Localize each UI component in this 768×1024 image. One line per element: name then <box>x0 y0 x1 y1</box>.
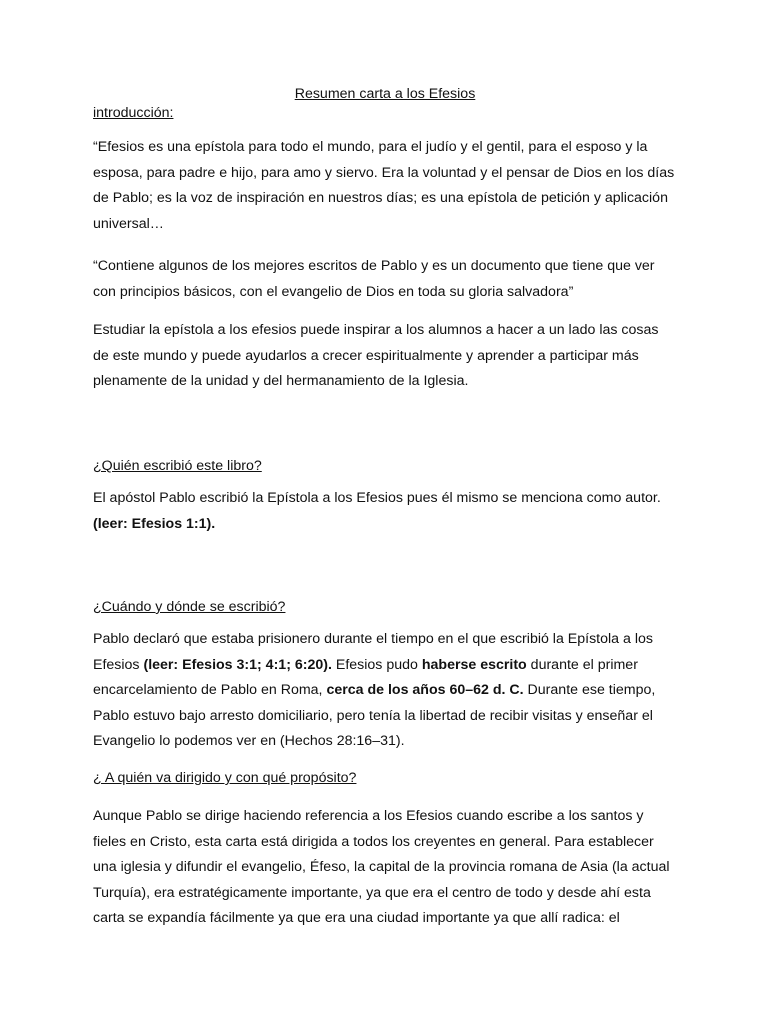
intro-paragraph-1: “Efesios es una epístola para todo el mundo, para el judío y el gentil, para el esposo y la esposa, para padre e hijo, para amo y siervo. Era la voluntad y el pensar de Dios en los días de Pablo; es la voz de inspiración en nuestros días; es una epístola de petición y aplicación universal… <box>93 139 675 232</box>
author-reference: (leer: Efesios 1:1). <box>93 515 216 532</box>
intro-paragraph-3: Estudiar la epístola a los efesios puede inspirar a los alumnos a hacer a un lado las cosas de este mundo y puede ayudarlos a crecer espiritualmente y aprender a participar más plenamente de la unidad y del hermanamiento de la Iglesia. <box>93 322 659 389</box>
section-heading-author: ¿Quién escribió este libro? <box>93 458 262 474</box>
section-heading-audience-purpose: ¿ A quién va dirigido y con qué propósito? <box>93 770 357 786</box>
section-heading-when-where: ¿Cuándo y dónde se escribió? <box>93 599 286 615</box>
when-where-emphasis-date: cerca de los años 60–62 d. C. <box>326 682 524 698</box>
when-where-text-1: Pablo declaró que estaba prisionero durante el tiempo en el que escribió la Epístola a los Efesios <box>93 631 653 673</box>
when-where-emphasis-written: haberse escrito <box>421 656 527 673</box>
when-where-paragraph <box>93 627 677 755</box>
document-title: Resumen carta a los Efesios <box>294 86 476 102</box>
when-where-reference: (leer: Efesios 3:1; 4:1; 6:20). <box>143 656 332 673</box>
audience-purpose-paragraph: Aunque Pablo se dirige haciendo referencia a los Efesios cuando escribe a los santos y fieles en Cristo, esta carta está dirigida a todos los creyentes en general. Para establecer una iglesia y difundir el evangelio, Éfeso, la capital de la provincia romana de Asia (la actual Turquía), era estratégicamente importante, ya que era el centro de todo y desde ahí esta carta se expandía fácilmente ya que era una ciudad importante ya que allí radica: el <box>93 808 670 926</box>
intro-heading: introducción: <box>93 105 174 121</box>
intro-paragraph-2: “Contiene algunos de los mejores escritos de Pablo y es un documento que tiene que ver con principios básicos, con el evangelio de Dios en toda su gloria salvadora” <box>93 258 655 300</box>
when-where-text-2: Efesios pudo <box>331 656 422 673</box>
author-text: El apóstol Pablo escribió la Epístola a los Efesios pues él mismo se menciona como autor. <box>93 490 661 506</box>
when-where-text-3: durante el primer encarcelamiento de Pablo en Roma, <box>93 656 638 698</box>
when-where-text-4: Durante ese tiempo, Pablo estuvo bajo arresto domiciliario, pero tenía la libertad de recibir visitas y enseñar el Evangelio lo podemos ver en (Hechos 28:16–31). <box>93 682 656 749</box>
author-paragraph <box>93 486 677 537</box>
